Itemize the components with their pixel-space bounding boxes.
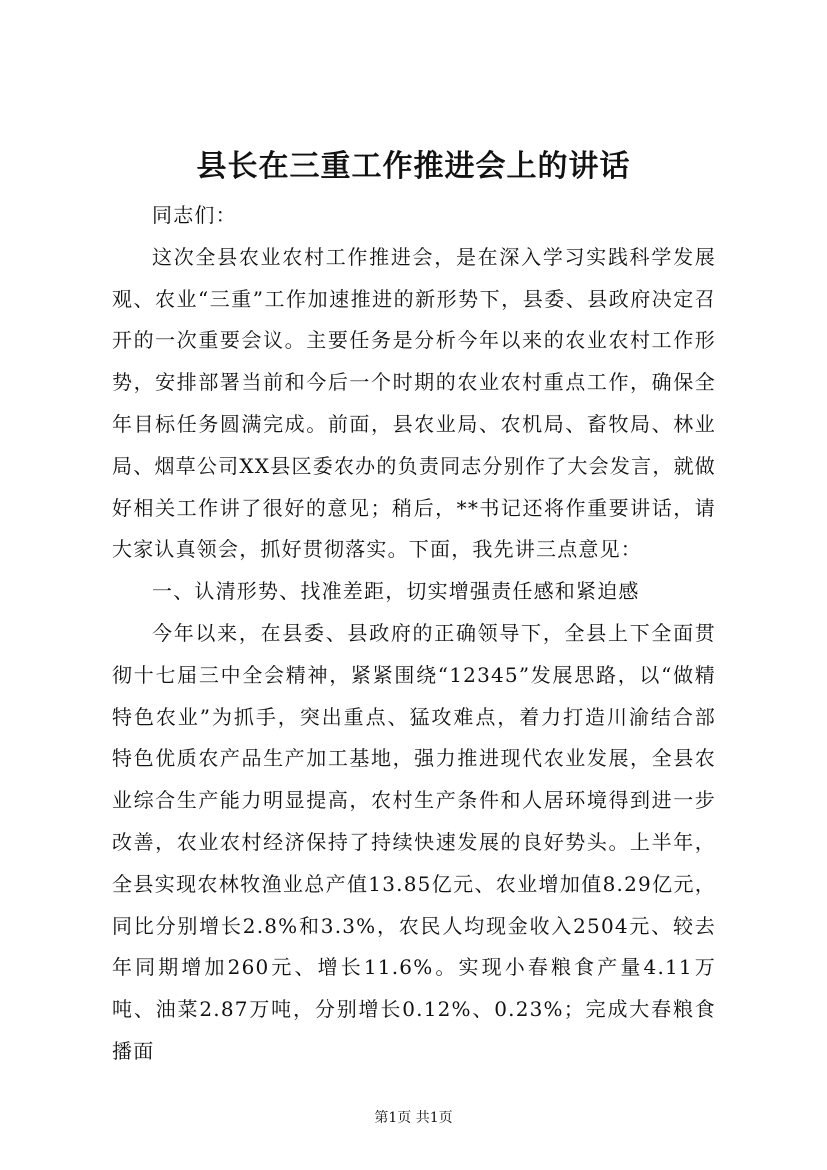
page-footer: 第1页 共1页 [374, 1110, 453, 1126]
section-heading: 一、认清形势、找准差距，切实增强责任感和紧迫感 [152, 579, 640, 604]
paragraph-intro: 这次全县农业农村工作推进会，是在深入学习实践科学发展观、农业“三重”工作加速推进的新形势下，县委、县政府决定召开的一次重要会议。主要任务是分析今年以来的农业农村工作形势，安排部署当前和今后一个时期的农业农村重点工作，确保全年目标任务圆满完成。前面，县农业局、农机局、畜牧局、林业局、烟草公司XX县区委农办的负责同志分别作了大会发言，就做好相关工作讲了很好的意见；稍后，**书记还将作重要讲话，请大家认真领会，抓好贯彻落实。下面，我先讲三点意见： [112, 244, 716, 562]
document-body [112, 195, 716, 1073]
salutation: 同志们： [152, 203, 237, 227]
document-title: 县长在三重工作推进会上的讲话 [196, 149, 631, 184]
paragraph-situation: 今年以来，在县委、县政府的正确领导下，全县上下全面贯彻十七届三中全会精神，紧紧围绕“12345”发展思路，以“做精特色农业”为抓手，突出重点、猛攻难点，着力打造川渝结合部特色优质农产品生产加工基地，强力推进现代农业发展，全县农业综合生产能力明显提高，农村生产条件和人居环境得到进一步改善，农业农村经济保持了持续快速发展的良好势头。上半年，全县实现农林牧渔业总产值13.85亿元、农业增加值8.29亿元，同比分别增长2.8%和3.3%，农民人均现金收入2504元、较去年同期增加260元、增长11.6%。实现小春粮食产量4.11万吨、油菜2.87万吨，分别增长0.12%、0.23%；完成大春粮食播面 [112, 620, 716, 1063]
